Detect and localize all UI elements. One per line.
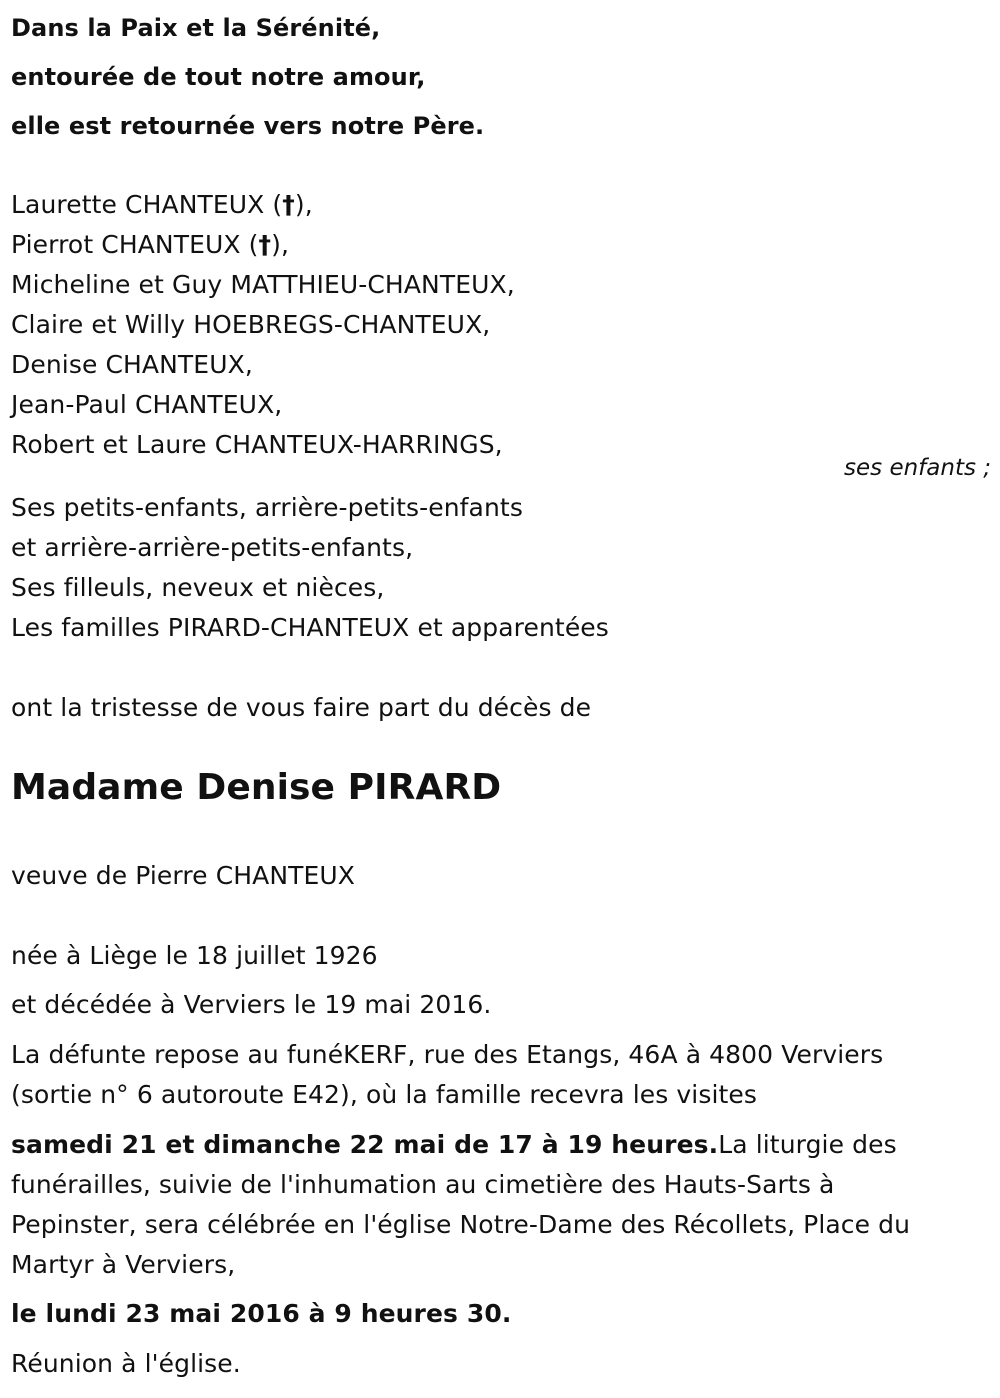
death-info: et décédée à Verviers le 19 mai 2016. — [11, 990, 492, 1019]
intro-line-2: entourée de tout notre amour, — [11, 63, 426, 91]
child-laurette: Laurette CHANTEUX (†), — [11, 190, 313, 219]
family-line: Ses petits-enfants, arrière-petits-enfants — [11, 493, 523, 522]
widow-of: veuve de Pierre CHANTEUX — [11, 861, 356, 890]
service-date: le lundi 23 mai 2016 à 9 heures 30. — [11, 1299, 512, 1328]
cross-icon: † — [258, 230, 272, 259]
announcement: ont la tristesse de vous faire part du décès de — [11, 693, 592, 722]
liturgy-line-2: funérailles, suivie de l'inhumation au cimetière des Hauts-Sarts à — [11, 1170, 835, 1199]
child-line: Claire et Willy HOEBREGS-CHANTEUX, — [11, 310, 491, 339]
intro-line-3: elle est retournée vers notre Père. — [11, 112, 485, 140]
intro-line-1: Dans la Paix et la Sérénité, — [11, 14, 381, 42]
child-line: Jean-Paul CHANTEUX, — [11, 390, 283, 419]
child-line: Robert et Laure CHANTEUX-HARRINGS, — [11, 430, 503, 459]
child-pierrot: Pierrot CHANTEUX (†), — [11, 230, 290, 259]
family-line: Les familles PIRARD-CHANTEUX et apparentées — [11, 613, 609, 642]
visits-and-liturgy: samedi 21 et dimanche 22 mai de 17 à 19 heures.La liturgie des — [11, 1130, 897, 1159]
repose-line-1: La défunte repose au funéKERF, rue des Etangs, 46A à 4800 Verviers — [11, 1040, 884, 1069]
visit-times: samedi 21 et dimanche 22 mai de 17 à 19 heures. — [11, 1130, 719, 1159]
birth-info: née à Liège le 18 juillet 1926 — [11, 941, 378, 970]
repose-line-2: (sortie n° 6 autoroute E42), où la famille recevra les visites — [11, 1080, 758, 1109]
family-line: et arrière-arrière-petits-enfants, — [11, 533, 414, 562]
obituary-document — [11, 0, 991, 1398]
family-line: Ses filleuls, neveux et nièces, — [11, 573, 385, 602]
children-label: ses enfants ; — [844, 455, 991, 481]
cross-icon: † — [282, 190, 295, 219]
liturgy-line-4: Martyr à Verviers, — [11, 1250, 236, 1279]
deceased-name: Madame Denise PIRARD — [11, 767, 502, 808]
liturgy-line-3: Pepinster, sera célébrée en l'église Notre-Dame des Récollets, Place du — [11, 1210, 911, 1239]
child-line: Micheline et Guy MATTHIEU-CHANTEUX, — [11, 270, 515, 299]
child-line: Denise CHANTEUX, — [11, 350, 253, 379]
reunion-note: Réunion à l'église. — [11, 1349, 241, 1378]
